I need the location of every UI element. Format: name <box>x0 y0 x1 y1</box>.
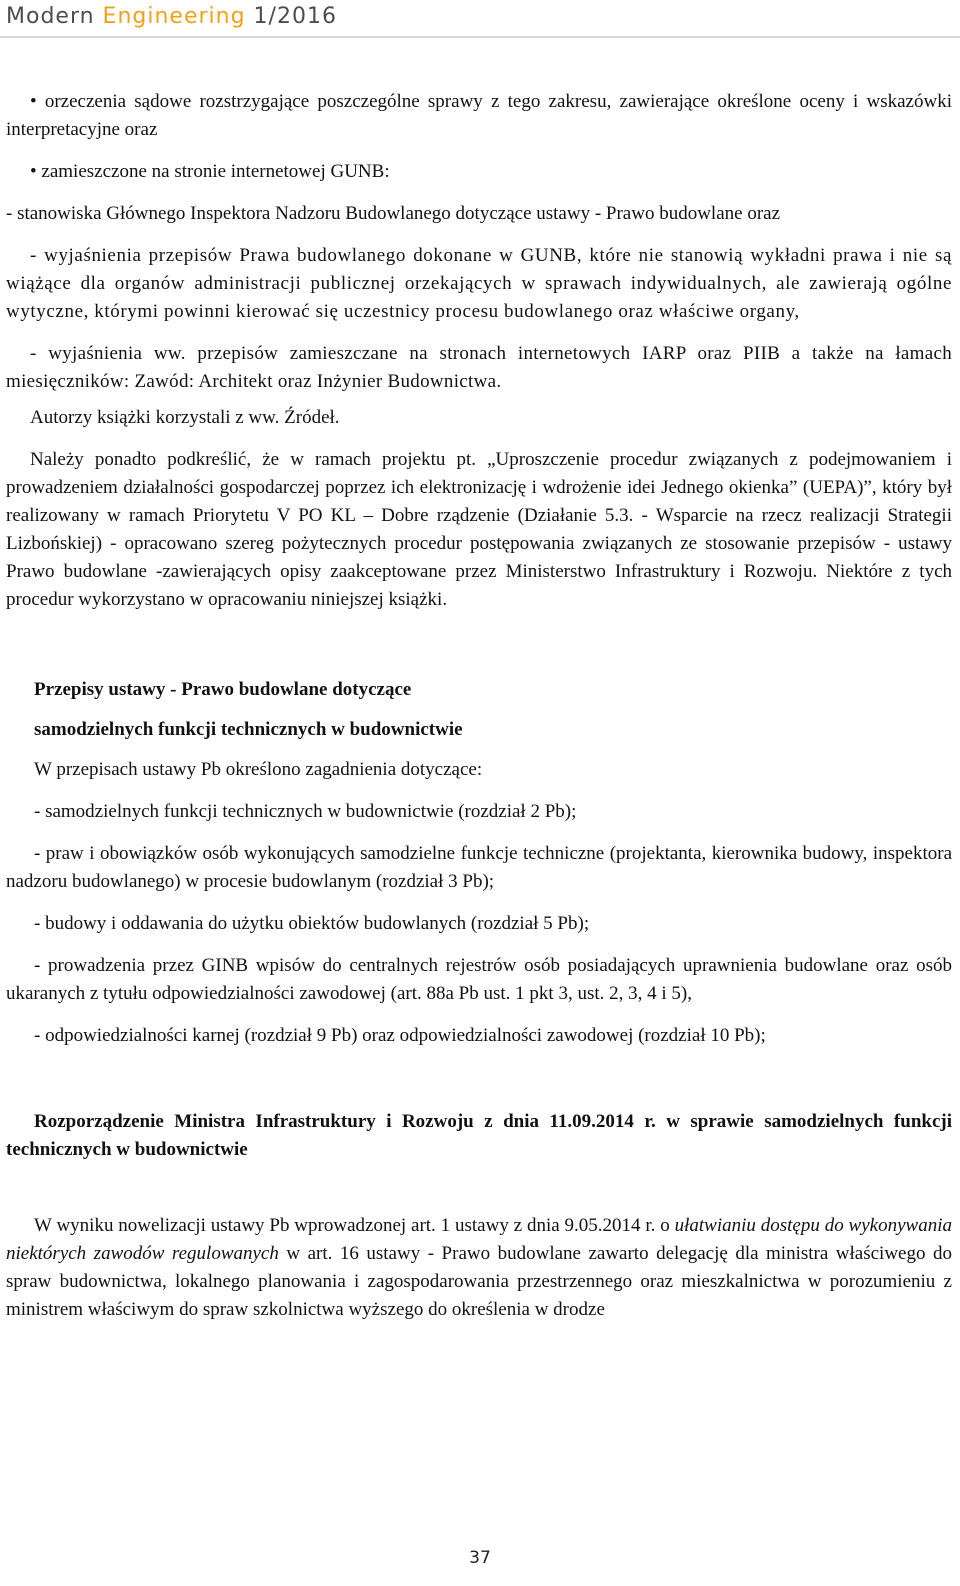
dash-iarp-piib-explanations: - wyjaśnienia ww. przepisów zamieszczane na stronach internetowych IARP oraz PIIB a także na łamach miesięczników: Zawód: Architekt oraz Inżynier Budownictwa. <box>6 343 952 392</box>
journal-title <box>6 4 337 29</box>
section1-item: - budowy i oddawania do użytku obiektów budowlanych (rozdział 5 Pb); <box>34 913 590 934</box>
section2-heading: Rozporządzenie Ministra Infrastruktury i Rozwoju z dnia 11.09.2014 r. w sprawie samodzielnych funkcji technicznych w budownictwie <box>6 1111 952 1160</box>
section1-item: - praw i obowiązków osób wykonujących samodzielne funkcje techniczne (projektanta, kierownika budowy, inspektora nadzoru budowlanego) w procesie budowlanym (rozdział 3 Pb); <box>6 843 952 892</box>
section1-intro: W przepisach ustawy Pb określono zagadnienia dotyczące: <box>34 759 483 780</box>
bullet-court-rulings: • orzeczenia sądowe rozstrzygające poszczególne sprawy z tego zakresu, zawierające określone oceny i wskazówki interpretacyjne oraz <box>6 91 952 140</box>
section2-paragraph-start: W wyniku nowelizacji ustawy Pb wprowadzonej art. 1 ustawy z dnia 9.05.2014 r. o <box>34 1215 675 1236</box>
section1-item: - prowadzenia przez GINB wpisów do centralnych rejestrów osób posiadających uprawnienia budowlane oraz osób ukaranych z tytułu odpowiedzialności zawodowej (art. 88a Pb ust. 1 pkt 3, ust. 2, 3, 4 i 5), <box>6 955 952 1004</box>
section2-paragraph-italic: ułatwianiu dostępu do wykonywania niektórych zawodów regulowanych <box>6 1215 952 1264</box>
section1-item: - odpowiedzialności karnej (rozdział 9 Pb) oraz odpowiedzialności zawodowej (rozdział 10 Pb); <box>34 1025 766 1046</box>
journal-title-part-engineering: Engineering <box>102 4 246 29</box>
section1-item: - samodzielnych funkcji technicznych w budownictwie (rozdział 2 Pb); <box>34 801 577 822</box>
page-header <box>0 0 960 38</box>
dash-gunb-positions: - stanowiska Głównego Inspektora Nadzoru Budowlanego dotyczące ustawy - Prawo budowlane oraz <box>6 203 781 224</box>
section2-paragraph <box>6 1212 952 1324</box>
dash-gunb-explanations: - wyjaśnienia przepisów Prawa budowlanego dokonane w GUNB, które nie stanowią wykładni prawa i nie są wiążące dla organów administracji publicznej orzekających w sprawach indywidualnych, ale zawierają ogólne wytyczne, którymi powinni kierować się uczestnicy procesu budowlanego oraz właściwe organy, <box>6 245 952 322</box>
journal-issue: 1/2016 <box>245 4 337 29</box>
journal-title-part-modern: Modern <box>6 4 103 29</box>
uepa-project-note: Należy ponadto podkreślić, że w ramach projektu pt. „Uproszczenie procedur związanych z podejmowaniem i prowadzeniem działalności gospodarczej poprzez ich elektronizację i wdrożenie idei Jednego okienka” (UEPA)”, który był realizowany w ramach Priorytetu V PO KL – Dobre rządzenie (Działanie 5.3. - Wsparcie na rzecz realizacji Strategii Lizbońskiej) - opracowano szereg pożytecznych procedur postępowania związanych ze stosowanie przepisów - ustawy Prawo budowlane -zawierających opisy zaakceptowane przez Ministerstwo Infrastruktury i Rozwoju. Niektóre z tych procedur wykorzystano w opracowaniu niniejszej książki. <box>6 449 952 610</box>
section1-heading-line1: Przepisy ustawy - Prawo budowlane dotyczące <box>34 679 412 700</box>
section1-heading-line2: samodzielnych funkcji technicznych w budownictwie <box>34 719 463 740</box>
page-content <box>6 88 952 1324</box>
bullet-gunb-website: • zamieszczone na stronie internetowej GUNB: <box>30 161 390 182</box>
authors-note: Autorzy książki korzystali z ww. Źródeł. <box>30 407 340 428</box>
header-rule <box>0 36 960 38</box>
section2-paragraph-end: w art. 16 ustawy - Prawo budowlane zawarto delegację dla ministra właściwego do spraw budownictwa, lokalnego planowania i zagospodarowania przestrzennego oraz mieszkalnictwa w porozumieniu z ministrem właściwym do spraw szkolnictwa wyższego do określenia w drodze <box>6 1243 952 1320</box>
page-number: 37 <box>469 1548 491 1568</box>
